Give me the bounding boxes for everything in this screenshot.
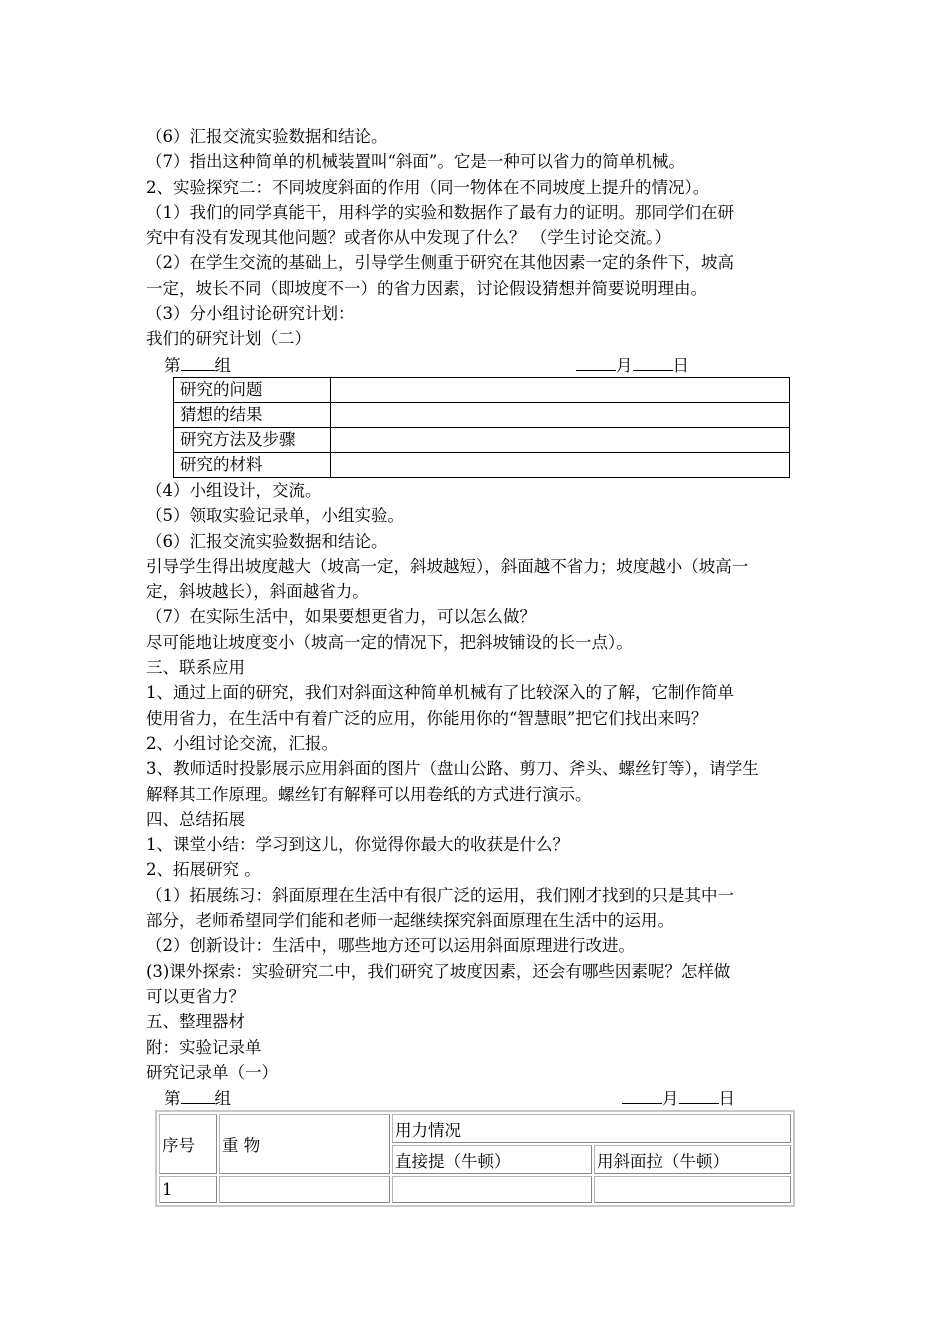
table-cell-empty (331, 402, 790, 427)
text-line: 引导学生得出坡度越大（坡高一定，斜坡越短），斜面越不省力；坡度越小（坡高一 (146, 556, 749, 576)
text-line: （2）创新设计：生活中，哪些地方还可以运用斜面原理进行改进。 (146, 936, 635, 956)
table-header-row (159, 1114, 791, 1143)
section-heading: 三、联系应用 (146, 658, 245, 678)
table-row (174, 452, 790, 477)
table-cell-empty (594, 1176, 791, 1203)
plan-title: 我们的研究计划（二） (146, 329, 311, 349)
text-line: 2、拓展研究 。 (146, 860, 261, 880)
date-label: 月 日 (622, 1085, 735, 1111)
table-row (174, 427, 790, 452)
header-cell-weight: 重 物 (219, 1114, 390, 1174)
plan-group-date-row (146, 352, 810, 377)
text-line: (3)课外探索：实验研究二中，我们研究了坡度因素，还会有哪些因素呢？怎样做 (146, 961, 731, 981)
table-row (174, 402, 790, 427)
header-cell-slope: 用斜面拉（牛顿） (594, 1145, 791, 1174)
table-row (174, 377, 790, 402)
paragraph-block-a (146, 124, 810, 352)
table-cell: 研究方法及步骤 (174, 427, 331, 452)
text-line: 可以更省力？ (146, 986, 245, 1006)
text-line: 定，斜坡越长），斜面越省力。 (146, 582, 369, 602)
text-line: 3、教师适时投影展示应用斜面的图片（盘山公路、剪刀、斧头、螺丝钉等），请学生 (146, 759, 759, 779)
text-line: （7）指出这种简单的机械装置叫“斜面”。它是一种可以省力的简单机械。 (146, 152, 685, 172)
text-line: （2）在学生交流的基础上，引导学生侧重于研究在其他因素一定的条件下，坡高 (146, 253, 734, 273)
text-line: 1、通过上面的研究，我们对斜面这种简单机械有了比较深入的了解，它制作简单 (146, 683, 734, 703)
record-table (155, 1110, 795, 1207)
text-line: 解释其工作原理。螺丝钉有解释可以用卷纸的方式进行演示。 (146, 784, 592, 804)
section-heading: 五、整理器材 (146, 1012, 245, 1032)
table-cell-empty (392, 1176, 592, 1203)
group-label: 第 组 (164, 1085, 231, 1111)
section-heading: 四、总结拓展 (146, 809, 245, 829)
text-line: （1）拓展练习：斜面原理在生活中有很广泛的运用，我们刚才找到的只是其中一 (146, 885, 734, 905)
table-row (159, 1176, 791, 1203)
group-label: 第 组 (164, 352, 231, 378)
table-cell: 研究的材料 (174, 452, 331, 477)
header-cell-force: 用力情况 (392, 1114, 791, 1143)
table-cell-empty (331, 452, 790, 477)
date-label: 月 日 (576, 352, 689, 378)
record-title: 研究记录单（一） (146, 1062, 278, 1082)
text-line: 究中有没有发现其他问题？或者你从中发现了什么？ （学生讨论交流。） (146, 228, 671, 248)
text-line: 一定，坡长不同（即坡度不一）的省力因素，讨论假设猜想并简要说明理由。 (146, 278, 707, 298)
text-line: （5）领取实验记录单，小组实验。 (146, 506, 404, 526)
table-cell: 1 (159, 1176, 217, 1203)
research-plan-table (173, 377, 790, 478)
text-line: 2、实验探究二：不同坡度斜面的作用（同一物体在不同坡度上提升的情况）。 (146, 177, 710, 197)
text-line: （6）汇报交流实验数据和结论。 (146, 531, 388, 551)
text-line: 1、课堂小结：学习到这儿，你觉得你最大的收获是什么？ (146, 835, 569, 855)
record-group-date-row (146, 1085, 810, 1110)
table-cell-empty (331, 427, 790, 452)
text-line: （4）小组设计，交流。 (146, 480, 322, 500)
paragraph-block-b (146, 478, 810, 1085)
text-line: 使用省力，在生活中有着广泛的应用，你能用你的“智慧眼”把它们找出来吗？ (146, 708, 708, 728)
table-cell: 研究的问题 (174, 377, 331, 402)
text-line: （3）分小组讨论研究计划： (146, 304, 355, 324)
text-line: 附：实验记录单 (146, 1037, 262, 1057)
table-cell-empty (331, 377, 790, 402)
header-cell-index: 序号 (159, 1114, 217, 1174)
text-line: 部分，老师希望同学们能和老师一起继续探究斜面原理在生活中的运用。 (146, 911, 674, 931)
table-cell-empty (219, 1176, 390, 1203)
text-line: 尽可能地让坡度变小（坡高一定的情况下，把斜坡铺设的长一点）。 (146, 632, 633, 652)
text-line: 2、小组讨论交流，汇报。 (146, 733, 338, 753)
table-cell: 猜想的结果 (174, 402, 331, 427)
header-cell-direct: 直接提（牛顿） (392, 1145, 592, 1174)
text-line: （6）汇报交流实验数据和结论。 (146, 127, 388, 146)
document-page (146, 124, 810, 1207)
text-line: （1）我们的同学真能干，用科学的实验和数据作了最有力的证明。那同学们在研 (146, 202, 734, 222)
text-line: （7）在实际生活中，如果要想更省力，可以怎么做？ (146, 607, 536, 627)
